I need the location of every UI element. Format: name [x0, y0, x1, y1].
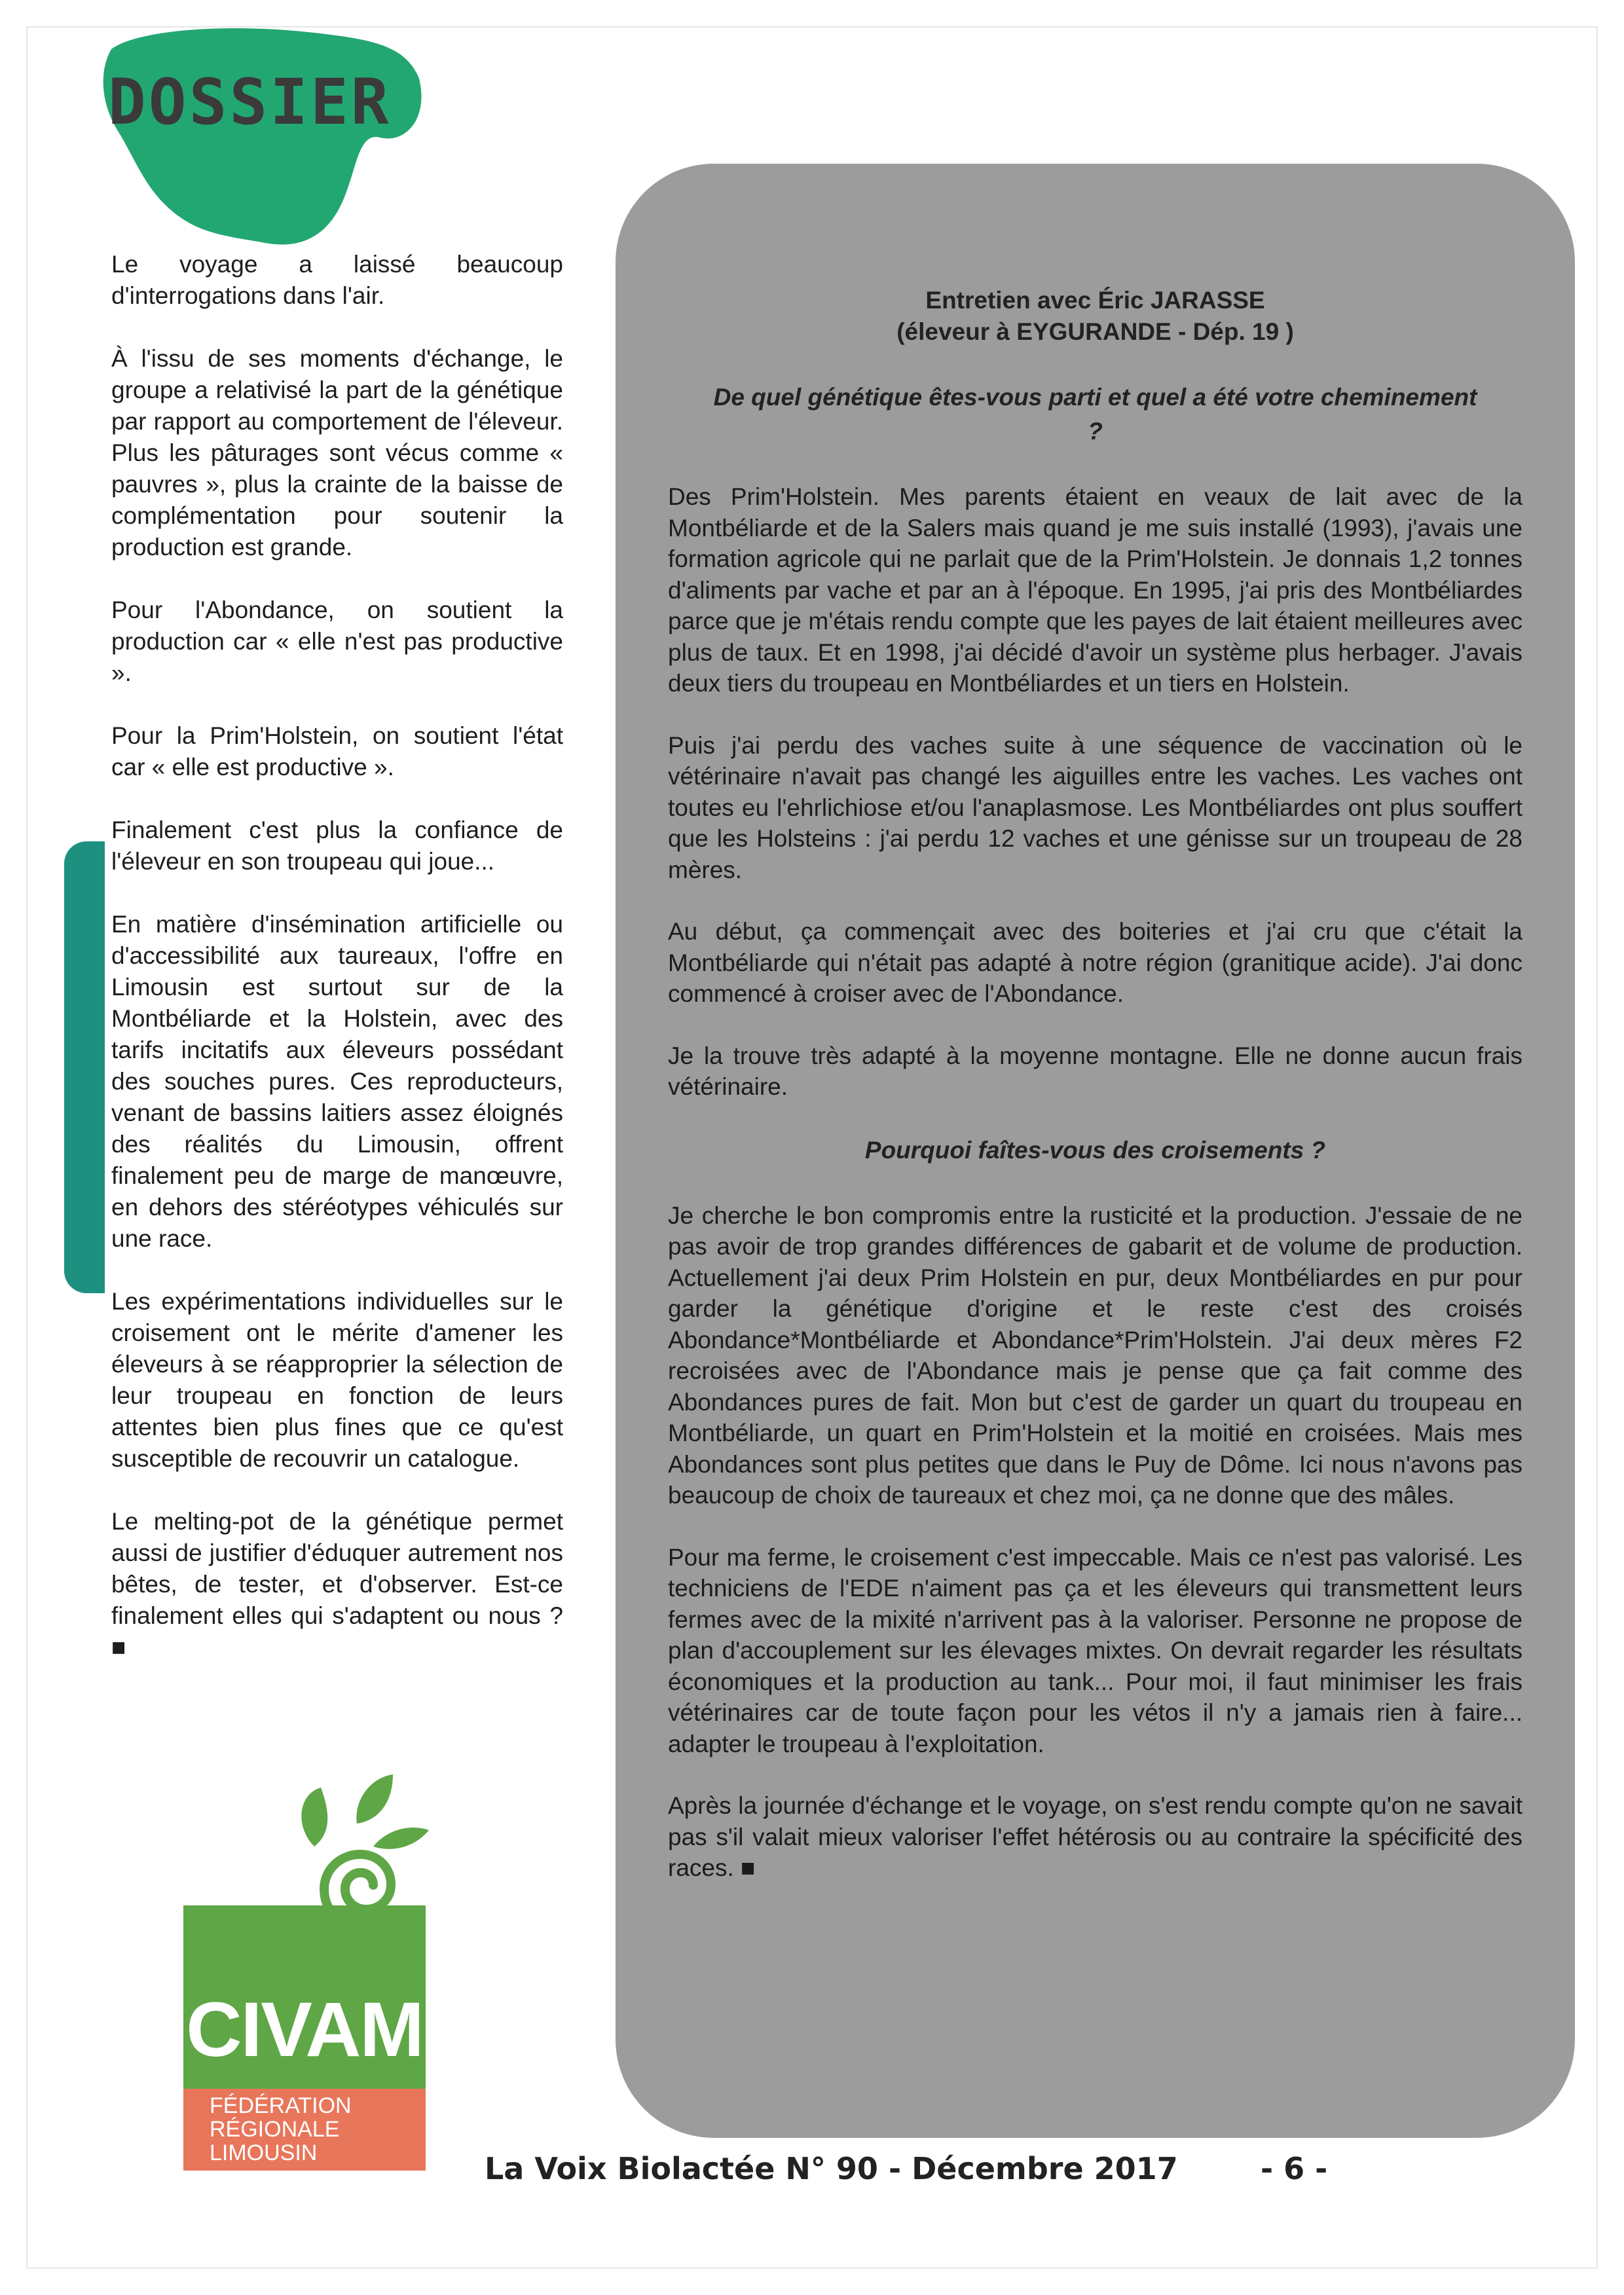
interview-heading-line: Entretien avec Éric JARASSE: [925, 287, 1265, 314]
interview-box: [616, 164, 1575, 2138]
left-paragraph: Finalement c'est plus la confiance de l'éleveur en son troupeau qui joue...: [111, 817, 563, 875]
logo-subtitle-block: [183, 2089, 426, 2171]
logo-subtitle-line: LIMOUSIN: [210, 2140, 318, 2165]
left-paragraph: Le voyage a laissé beaucoup d'interrogations dans l'air.: [111, 251, 563, 309]
interview-answer: Je la trouve très adapté à la moyenne montagne. Elle ne donne aucun frais vétérinaire.: [668, 1042, 1522, 1100]
civam-logo: [183, 1768, 432, 2165]
interview-answer: Puis j'ai perdu des vaches suite à une séquence de vaccination où le vétérinaire n'avait pas changé les aiguilles entre les vaches. Les vaches ont toutes eu l'ehrlichiose et/ou l'anaplasmose. Les Montbéliardes ont plus souffert que les Holsteins : j'ai perdu 12 vaches et une génisse sur un troupeau de 28 mères.: [668, 731, 1522, 883]
interview-answer: Au début, ça commençait avec des boiteries et j'ai cru que c'était la Montbéliarde qui n'était pas adapté à notre région (granitique acide). J'ai donc commencé à croiser avec de l'Abondance.: [668, 918, 1522, 1007]
left-paragraph: Le melting-pot de la génétique permet aussi de justifier d'éduquer autrement nos bêtes, de tester, et d'observer. Est-ce finalement elles qui s'adaptent ou nous ? ■: [111, 1508, 563, 1661]
interview-answer: Je cherche le bon compromis entre la rusticité et la production. J'essaie de ne pas avoir de trop grandes différences de gabarit et de volume de production. Actuellement j'ai deux Prim Holstein en pur, deux Montbéliardes en pur pour garder la génétique d'origine et le reste c'est des croisés Abondance*Montbéliarde et Abondance*Prim'Holstein. J'ai deux mères F2 recroisées avec de l'Abondance mais je pense que ça fait comme des Abondances pures de fait. Mon but c'est de garder un quart du troupeau en Montbéliarde, un quart en Prim'Holstein et la moitié en croisées. Mais mes Abondances sont plus petites que dans le Puy de Dôme. Ici nous n'avons pas beaucoup de choix de taureaux et chez moi, ça ne donne que des mâles.: [668, 1202, 1522, 1509]
section-title: DOSSIER: [108, 65, 392, 139]
footer-publication: La Voix Biolactée N° 90 - Décembre 2017: [485, 2151, 1178, 2186]
interview-question: Pourquoi faîtes-vous des croisements ?: [864, 1136, 1326, 1164]
left-paragraph: Pour l'Abondance, on soutient la production car « elle n'est pas productive ».: [111, 597, 563, 686]
logo-name: CIVAM: [186, 1987, 423, 2073]
left-column: [111, 249, 563, 1695]
teal-margin-bar: [64, 841, 105, 1293]
leaves-icon: [295, 1768, 432, 1853]
left-paragraph: À l'issu de ses moments d'échange, le groupe a relativisé la part de la génétique par rapport au comportement de l'éleveur. Plus les pâturages sont vécus comme « pauvres », plus la crainte de la baisse de complémentation pour soutenir la production est grande.: [111, 345, 563, 560]
logo-subtitle-line: RÉGIONALE: [210, 2117, 340, 2142]
interview-answer: Des Prim'Holstein. Mes parents étaient en veaux de lait avec de la Montbéliarde et de la Salers mais quand je me suis installé (1993), j'avais une formation agricole qui ne parlait que de la Prim'Holstein. Je donnais 1,2 tonnes d'aliments par vache et par an à l'époque. En 1995, j'ai pris des Montbéliardes parce que je m'étais rendu compte que les payes de lait étaient meilleures avec plus de taux. Et en 1998, j'ai décidé d'avoir un système plus herbager. J'avais deux tiers du troupeau en Montbéliardes et un tiers en Holstein.: [668, 483, 1522, 697]
logo-subtitle-line: FÉDÉRATION: [210, 2093, 352, 2118]
interview-answer: Après la journée d'échange et le voyage, on s'est rendu compte qu'on ne savait pas s'il valait mieux valoriser l'effet hétérosis ou au contraire la spécificité des races. ■: [668, 1792, 1522, 1881]
interview-heading-line: (éleveur à EYGURANDE - Dép. 19 ): [896, 318, 1294, 345]
left-paragraph: En matière d'insémination artificielle ou d'accessibilité aux taureaux, l'offre en Limousin est surtout sur de la Montbéliarde et la Holstein, avec des tarifs incitatifs aux éleveurs possédant des souches pures. Ces reproducteurs, venant de bassins laitiers assez éloignés des réalités du Limousin, offrent finalement peu de marge de manœuvre, en dehors des stéréotypes véhiculés sur une race.: [111, 911, 563, 1252]
footer-page-number: - 6 -: [1261, 2151, 1328, 2186]
interview-answer: Pour ma ferme, le croisement c'est impeccable. Mais ce n'est pas valorisé. Les techniciens de l'EDE n'aiment pas ça et les éleveurs qui transmettent leurs fermes avec de la mixité n'arrivent pas à la valoriser. Personne ne propose de plan d'accouplement sur les élevages mixtes. On devrait regarder les résultats économiques et la production au tank... Pour moi, il faut minimiser les frais vétérinaires car de toute façon pour les vétos il n'y a jamais rien à faire... adapter le troupeau à l'exploitation.: [668, 1543, 1522, 1757]
interview-question: De quel génétique êtes-vous parti et quel a été votre cheminement ?: [713, 384, 1477, 445]
interview-heading: [668, 285, 1522, 348]
left-paragraph: Pour la Prim'Holstein, on soutient l'état car « elle est productive ».: [111, 722, 563, 780]
left-paragraph: Les expérimentations individuelles sur le croisement ont le mérite d'amener les éleveurs à se réapproprier la sélection de leur troupeau en fonction de leurs attentes bien plus fines que ce qu'est susceptible de recouvrir un catalogue.: [111, 1288, 563, 1472]
